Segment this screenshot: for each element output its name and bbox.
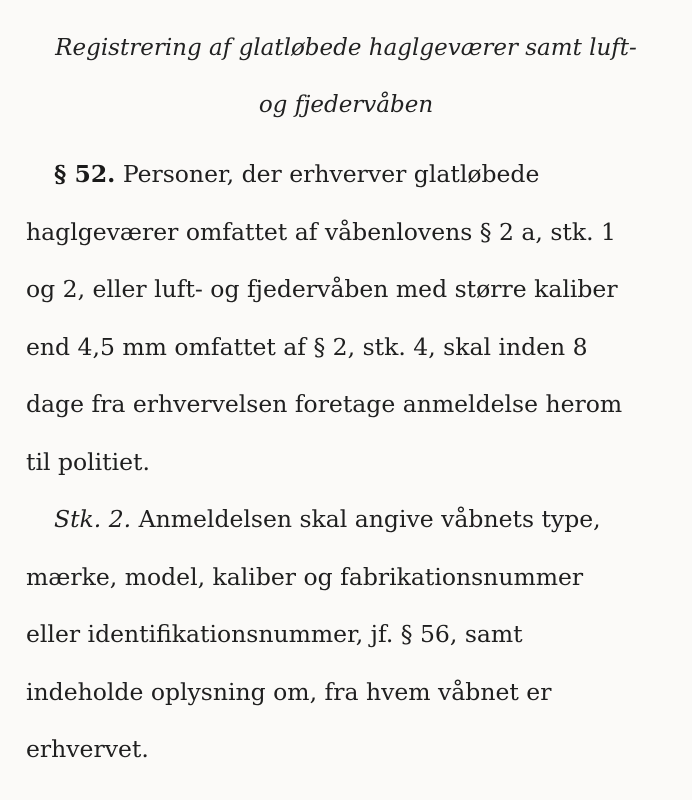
paragraph-line: mærke, model, kaliber og fabrikationsnummer: [26, 562, 584, 591]
paragraph-line: og 2, eller luft- og fjedervåben med større kaliber: [26, 275, 618, 303]
paragraph-line: [26, 146, 666, 204]
paragraph-line: haglgeværer omfattet af våbenlovens § 2 a, stk. 1: [26, 217, 617, 246]
paragraph-line: eller identifikationsnummer, jf. § 56, samt: [26, 620, 523, 648]
section-number: § 52.: [54, 160, 116, 188]
heading-line-1: Registrering af glatløbede haglgeværer samt luft-: [55, 35, 637, 61]
paragraph-stk-2: [26, 491, 666, 779]
paragraph-text: Anmeldelsen skal angive våbnets type,: [131, 505, 601, 533]
paragraph-text: Personer, der erhverver glatløbede: [115, 160, 540, 188]
paragraph-line: [26, 491, 666, 549]
paragraph-line: end 4,5 mm omfattet af § 2, stk. 4, skal inden 8: [26, 332, 588, 361]
paragraph-line: erhvervet.: [26, 735, 149, 763]
heading-line-2: og fjedervåben: [258, 92, 434, 118]
paragraph-line: indeholde oplysning om, fra hvem våbnet er: [26, 677, 552, 706]
paragraph-line: dage fra erhvervelsen foretage anmeldelse herom: [26, 390, 623, 418]
section-heading: [26, 20, 666, 134]
paragraph-line: til politiet.: [26, 447, 150, 476]
paragraph-52: [26, 146, 666, 491]
stk-label: Stk. 2.: [54, 505, 132, 533]
